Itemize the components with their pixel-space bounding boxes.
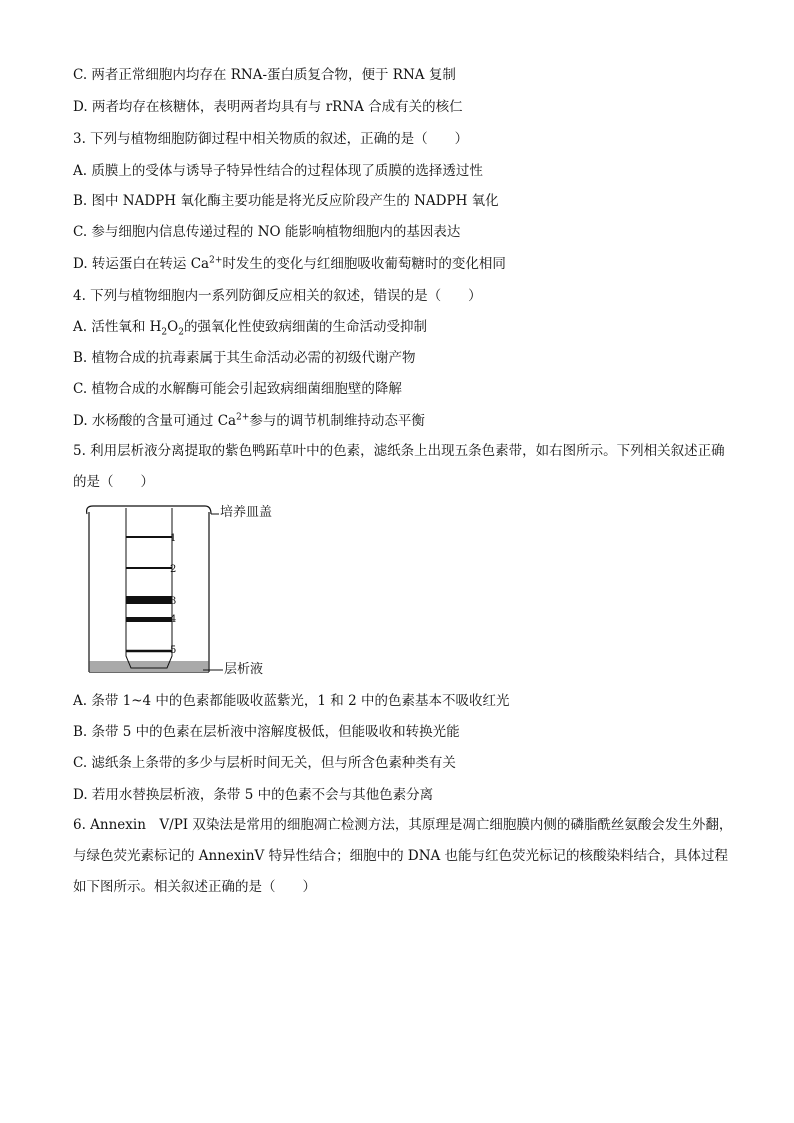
q4a-pre: A. 活性氧和 H [73, 319, 162, 335]
line-q5a: A. 条带 1~4 中的色素都能吸收蓝紫光，1 和 2 中的色素基本不吸收红光 [73, 693, 510, 709]
solvent-liquid [90, 661, 209, 672]
line-q2c: C. 两者正常细胞内均存在 RNA-蛋白质复合物，便于 RNA 复制 [73, 67, 456, 83]
lid-label: 培养皿盖 [220, 505, 273, 520]
pigment-band-3 [126, 596, 172, 604]
chromatography-diagram [73, 500, 303, 682]
line-q3d [73, 255, 506, 273]
filter-paper-strip [126, 508, 172, 668]
q4a-sub2: 2 [178, 327, 184, 338]
band-number-5: 5 [170, 645, 177, 656]
q4a-post: 的强氧化性使致病细菌的生命活动受抑制 [183, 319, 427, 335]
q4a-sub1: 2 [161, 327, 168, 338]
q4d-pre: D. 水杨酸的含量可通过 Ca [73, 413, 237, 429]
q4d-sup: 2+ [236, 412, 250, 423]
line-q2d: D. 两者均存在核糖体，表明两者均具有与 rRNA 合成有关的核仁 [73, 99, 463, 115]
line-q4b: B. 植物合成的抗毒素属于其生命活动必需的初级代谢产物 [73, 350, 416, 366]
q3d-sup: 2+ [209, 255, 223, 266]
question-6: 6. Annexin V/PI 双染法是常用的细胞凋亡检测方法，其原理是凋亡细胞膜内侧的磷脂酰丝氨酸会发生外翻，与绿色荧光素标记的 AnnexinV 特异性结合；细胞中的 DNA 也能与红色荧光标记的核酸染料结合，具体过程如下图所示。相关叙述正确的是（ ） [73, 817, 733, 895]
solvent-label: 层析液 [224, 662, 264, 677]
line-q5b: B. 条带 5 中的色素在层析液中溶解度极低，但能吸收和转换光能 [73, 724, 460, 740]
q4a-mid: O [167, 319, 179, 335]
band-number-2: 2 [170, 564, 177, 575]
band-number-1: 1 [170, 533, 177, 544]
pigment-band-4 [126, 617, 172, 622]
q3d-pre: D. 转运蛋白在转运 Ca [73, 256, 210, 272]
question-5: 5. 利用层析液分离提取的紫色鸭跖草叶中的色素，滤纸条上出现五条色素带，如右图所示。下列相关叙述正确的是（ ） [73, 443, 725, 490]
line-q5c: C. 滤纸条上条带的多少与层析时间无关，但与所含色素种类有关 [73, 755, 456, 771]
question-3: 3. 下列与植物细胞防御过程中相关物质的叙述，正确的是（ ） [73, 131, 469, 147]
q4d-post: 参与的调节机制维持动态平衡 [249, 413, 425, 429]
band-number-3: 3 [170, 596, 177, 607]
line-q5d: D. 若用水替换层析液，条带 5 中的色素不会与其他色素分离 [73, 787, 434, 803]
line-q3c: C. 参与细胞内信息传递过程的 NO 能影响植物细胞内的基因表达 [73, 224, 461, 240]
q3d-post: 时发生的变化与红细胞吸收葡萄糖时的变化相同 [222, 256, 506, 272]
line-q4c: C. 植物合成的水解酶可能会引起致病细菌细胞壁的降解 [73, 381, 402, 397]
question-4: 4. 下列与植物细胞内一系列防御反应相关的叙述，错误的是（ ） [73, 288, 482, 304]
line-q4d [73, 412, 425, 430]
line-q3a: A. 质膜上的受体与诱导子特异性结合的过程体现了质膜的选择透过性 [73, 163, 483, 179]
chromatography-figure [73, 500, 303, 682]
line-q3b: B. 图中 NADPH 氧化酶主要功能是将光反应阶段产生的 NADPH 氧化 [73, 193, 499, 209]
band-number-4: 4 [170, 614, 177, 625]
line-q4a [73, 318, 427, 336]
dish-lid [87, 506, 211, 514]
